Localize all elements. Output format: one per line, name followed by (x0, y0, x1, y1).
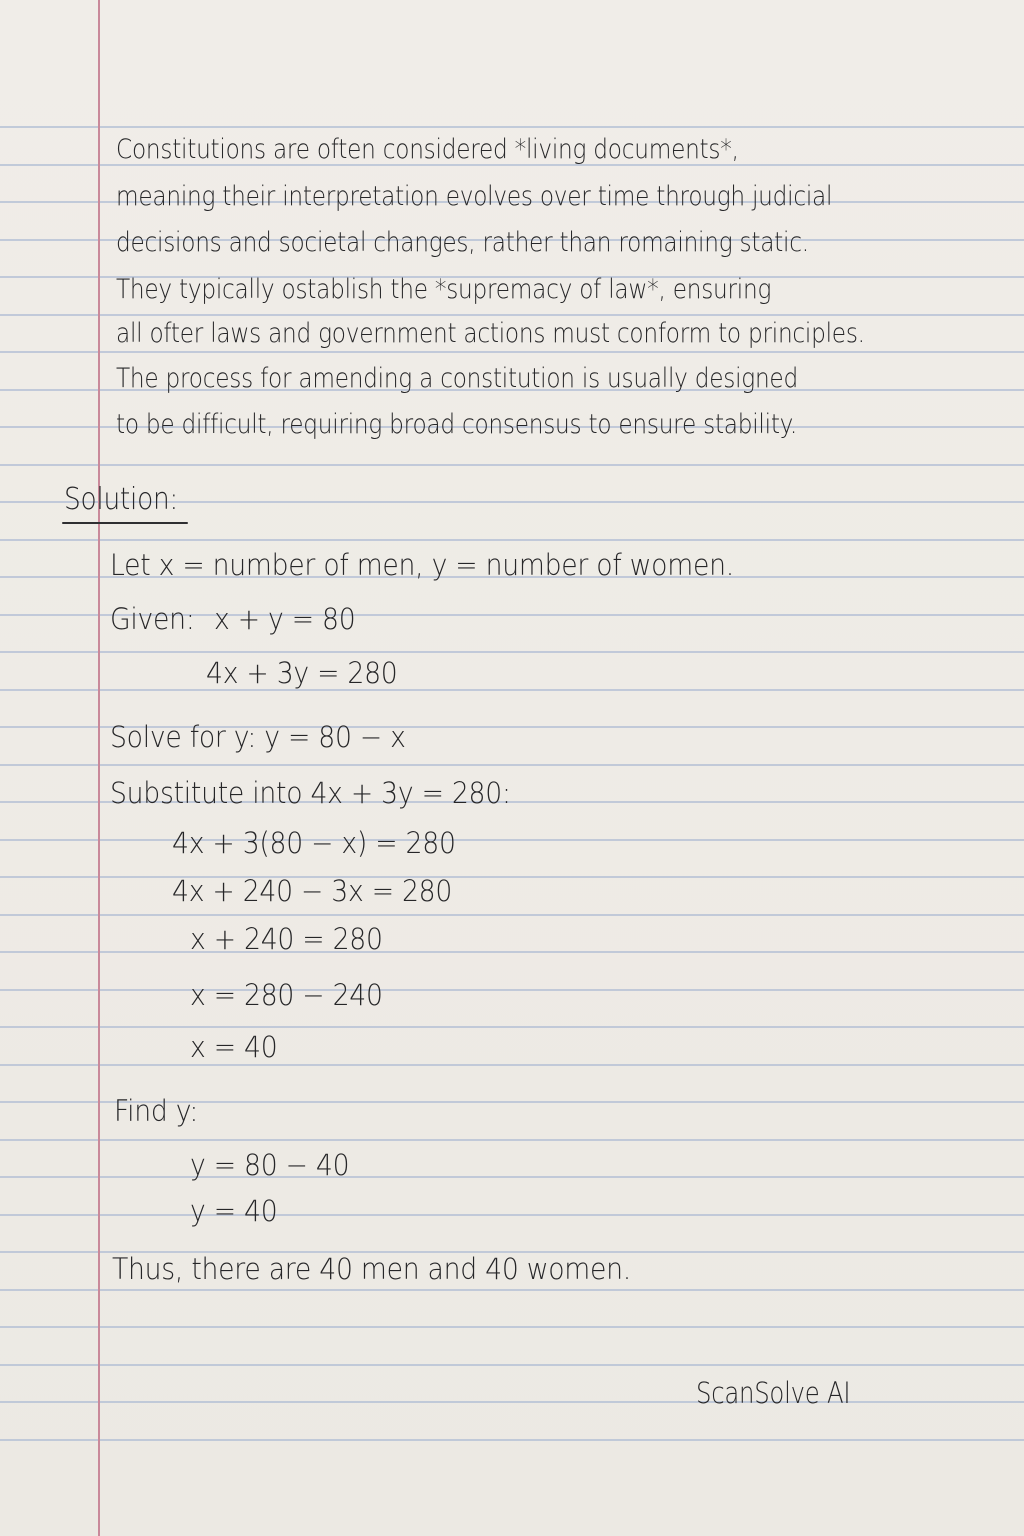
ruled-line (0, 539, 1024, 541)
paragraph-line: all ofter laws and government actions must conform to principles. (116, 318, 865, 349)
ruled-line (0, 126, 1024, 128)
step-line: x = 40 (190, 1030, 278, 1064)
paragraph-line: Constitutions are often considered *living documents*, (116, 134, 739, 165)
step-line: x = 280 − 240 (190, 978, 383, 1012)
let-line: Let x = number of men, y = number of women. (110, 548, 734, 582)
ruled-line (0, 764, 1024, 766)
step-line: 4x + 240 − 3x = 280 (172, 874, 453, 908)
ruled-line (0, 464, 1024, 466)
given-equation-2: 4x + 3y = 280 (206, 656, 398, 690)
paragraph-line: They typically ostablish the *supremacy of law*, ensuring (116, 274, 772, 305)
ruled-line (0, 314, 1024, 316)
ruled-line (0, 1401, 1024, 1403)
ruled-line (0, 1026, 1024, 1028)
substitute-line: Substitute into 4x + 3y = 280: (110, 776, 511, 810)
paragraph-line: meaning their interpretation evolves over time through judicial (116, 181, 833, 212)
margin-line (98, 0, 100, 1536)
ruled-line (0, 1064, 1024, 1066)
ruled-line (0, 876, 1024, 878)
ruled-line (0, 1439, 1024, 1441)
ruled-line (0, 651, 1024, 653)
solution-heading: Solution: (64, 482, 179, 517)
paragraph-line: decisions and societal changes, rather than romaining static. (116, 227, 809, 258)
ruled-line (0, 914, 1024, 916)
ruled-line (0, 839, 1024, 841)
find-y-label: Find y: (114, 1094, 199, 1128)
given-label: Given: (110, 602, 195, 636)
ruled-line (0, 1176, 1024, 1178)
ruled-line (0, 1139, 1024, 1141)
step-line: 4x + 3(80 − x) = 280 (172, 826, 456, 860)
ruled-line (0, 989, 1024, 991)
paragraph-line: to be difficult, requiring broad consensus to ensure stability. (116, 409, 797, 440)
ruled-line (0, 951, 1024, 953)
given-equation-1: x + y = 80 (214, 602, 356, 636)
ruled-line (0, 1364, 1024, 1366)
step-line: x + 240 = 280 (190, 922, 383, 956)
signature: ScanSolve AI (696, 1376, 851, 1410)
find-y-step: y = 40 (190, 1194, 278, 1228)
ruled-line (0, 1214, 1024, 1216)
paragraph-line: The process for amending a constitution is usually designed (116, 363, 798, 394)
heading-underline (62, 522, 188, 524)
ruled-line (0, 689, 1024, 691)
ruled-line (0, 1326, 1024, 1328)
conclusion-line: Thus, there are 40 men and 40 women. (112, 1252, 632, 1286)
find-y-step: y = 80 − 40 (190, 1148, 350, 1182)
ruled-line (0, 351, 1024, 353)
solve-line: Solve for y: y = 80 − x (110, 720, 406, 754)
ruled-line (0, 1289, 1024, 1291)
